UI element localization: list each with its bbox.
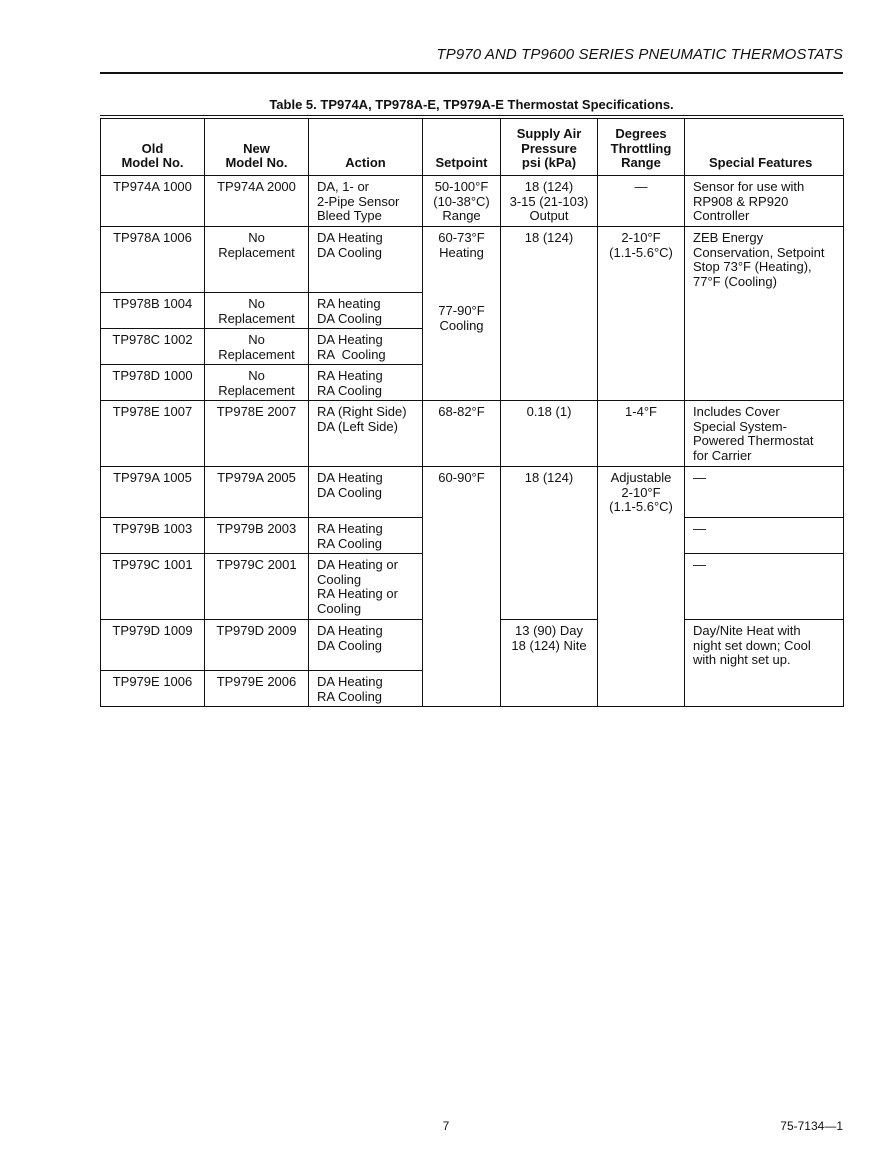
cell-setpoint: 60-73°F Heating 77-90°F Cooling — [423, 227, 501, 401]
cell-old-model: TP979D 1009 — [101, 620, 205, 671]
caption-rule — [100, 115, 843, 116]
cell-setpoint: 60-90°F — [423, 467, 501, 707]
cell-new-model: No Replacement — [205, 227, 309, 293]
cell-new-model: No Replacement — [205, 365, 309, 401]
header-supply-air: Supply Air Pressure psi (kPa) — [501, 119, 598, 176]
cell-old-model: TP979C 1001 — [101, 554, 205, 620]
cell-throttling-range: 1-4°F — [598, 401, 685, 467]
cell-new-model: TP979E 2006 — [205, 671, 309, 707]
cell-action: RA Heating RA Cooling — [309, 518, 423, 554]
cell-old-model: TP978D 1000 — [101, 365, 205, 401]
table-caption: Table 5. TP974A, TP978A-E, TP979A-E Thermostat Specifications. — [269, 97, 674, 112]
header-setpoint: Setpoint — [423, 119, 501, 176]
header-rule — [100, 72, 843, 74]
cell-special-features: Sensor for use with RP908 & RP920 Controller — [685, 176, 844, 227]
cell-new-model: TP978E 2007 — [205, 401, 309, 467]
cell-old-model: TP979A 1005 — [101, 467, 205, 518]
cell-old-model: TP974A 1000 — [101, 176, 205, 227]
cell-supply-pressure: 18 (124) — [501, 467, 598, 620]
cell-action: DA Heating DA Cooling — [309, 467, 423, 518]
header-new-model: New Model No. — [205, 119, 309, 176]
cell-throttling-range: 2-10°F (1.1-5.6°C) — [598, 227, 685, 401]
table-row — [101, 227, 844, 293]
cell-new-model: No Replacement — [205, 293, 309, 329]
cell-old-model: TP978E 1007 — [101, 401, 205, 467]
cell-new-model: TP979B 2003 — [205, 518, 309, 554]
cell-old-model: TP978A 1006 — [101, 227, 205, 293]
cell-supply-pressure: 13 (90) Day 18 (124) Nite — [501, 620, 598, 707]
cell-old-model: TP979B 1003 — [101, 518, 205, 554]
table-row — [101, 467, 844, 518]
cell-setpoint: 50-100°F (10-38°C) Range — [423, 176, 501, 227]
cell-old-model: TP979E 1006 — [101, 671, 205, 707]
cell-action: RA heating DA Cooling — [309, 293, 423, 329]
cell-new-model: TP974A 2000 — [205, 176, 309, 227]
cell-action: DA Heating DA Cooling — [309, 227, 423, 293]
cell-action: DA Heating or Cooling RA Heating or Cooling — [309, 554, 423, 620]
cell-supply-pressure: 0.18 (1) — [501, 401, 598, 467]
cell-new-model: TP979A 2005 — [205, 467, 309, 518]
cell-supply-pressure: 18 (124) 3-15 (21-103) Output — [501, 176, 598, 227]
cell-action: DA, 1- or 2-Pipe Sensor Bleed Type — [309, 176, 423, 227]
specifications-table — [100, 118, 844, 707]
page-number: 7 — [442, 1119, 450, 1133]
cell-action: DA Heating RA Cooling — [309, 671, 423, 707]
cell-special-features: Includes Cover Special System- Powered Thermostat for Carrier — [685, 401, 844, 467]
document-number: 75-7134—1 — [780, 1119, 843, 1133]
cell-action: DA Heating RA Cooling — [309, 329, 423, 365]
cell-action: RA Heating RA Cooling — [309, 365, 423, 401]
header-throttling-range: Degrees Throttling Range — [598, 119, 685, 176]
cell-new-model: TP979C 2001 — [205, 554, 309, 620]
cell-old-model: TP978C 1002 — [101, 329, 205, 365]
header-special-features: Special Features — [685, 119, 844, 176]
cell-action: RA (Right Side) DA (Left Side) — [309, 401, 423, 467]
cell-old-model: TP978B 1004 — [101, 293, 205, 329]
cell-special-features: — — [685, 518, 844, 554]
cell-new-model: TP979D 2009 — [205, 620, 309, 671]
cell-setpoint: 68-82°F — [423, 401, 501, 467]
table-header-row — [101, 119, 844, 176]
running-header-title: TP970 AND TP9600 SERIES PNEUMATIC THERMOSTATS — [436, 46, 843, 63]
cell-throttling-range: Adjustable 2-10°F (1.1-5.6°C) — [598, 467, 685, 707]
header-old-model: Old Model No. — [101, 119, 205, 176]
cell-special-features: Day/Nite Heat with night set down; Cool with night set up. — [685, 620, 844, 707]
cell-action: DA Heating DA Cooling — [309, 620, 423, 671]
cell-supply-pressure: 18 (124) — [501, 227, 598, 401]
cell-throttling-range: — — [598, 176, 685, 227]
cell-special-features: ZEB Energy Conservation, Setpoint Stop 73°F (Heating), 77°F (Cooling) — [685, 227, 844, 401]
table-row — [101, 401, 844, 467]
header-action: Action — [309, 119, 423, 176]
cell-special-features: — — [685, 554, 844, 620]
cell-new-model: No Replacement — [205, 329, 309, 365]
table-row — [101, 176, 844, 227]
cell-special-features: — — [685, 467, 844, 518]
